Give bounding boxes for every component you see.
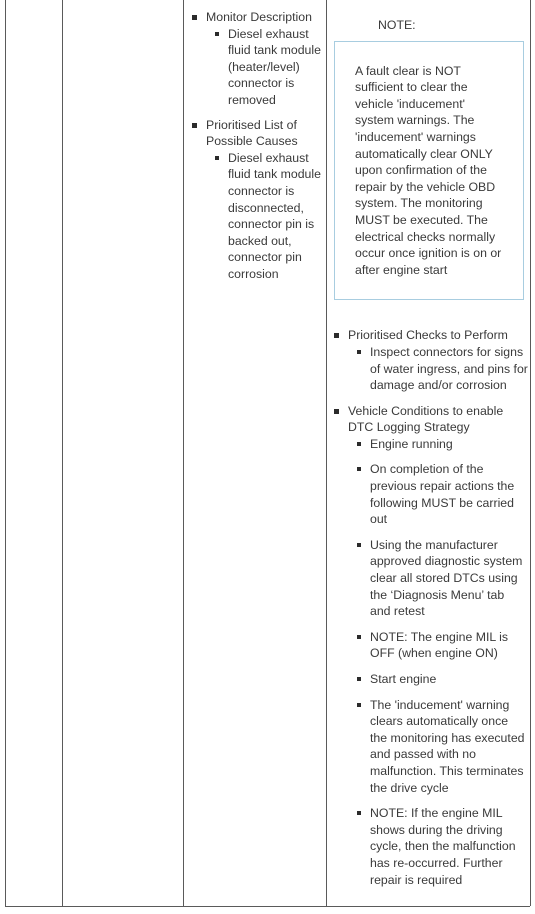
list-subitem-text: NOTE: The engine MIL is OFF (when engine ON) (370, 629, 509, 661)
list-subitem-text: Using the manufacturer approved diagnostic system clear all stored DTCs using the ‘Diagnosis Menu’ tab and retest (370, 537, 523, 619)
table-border-right (530, 0, 531, 906)
list-subitem-text: Diesel exhaust fluid tank module connector is disconnected, connector pin is backed out, connector pin corrosion (228, 150, 321, 281)
list-subitem (356, 436, 528, 453)
list-subitem-text: Inspect connectors for signs of water ingress, and pins for damage and/or corrosion (370, 344, 528, 393)
checks-cell (334, 17, 528, 897)
checks-list (334, 327, 528, 888)
list-item-monitor-description (192, 9, 322, 109)
table-column-divider-1 (62, 0, 63, 906)
list-subitem-text: Start engine (370, 672, 437, 686)
list-item-label: Prioritised List of Possible Causes (206, 117, 298, 149)
list-subitem (214, 150, 322, 283)
list-subitem-text: Diesel exhaust fluid tank module (heater/level) connector is removed (228, 26, 321, 107)
table-column-divider-3 (326, 0, 327, 906)
monitor-list (192, 9, 322, 283)
list-subitem (356, 537, 528, 620)
list-subitem-text: NOTE: If the engine MIL shows during the driving cycle, then the malfunction has re-occurred. Further repair is required (370, 806, 516, 887)
note-box (334, 41, 524, 301)
monitor-description-cell (192, 9, 322, 291)
list-item-label: Vehicle Conditions to enable DTC Logging Strategy (348, 403, 504, 435)
list-item-possible-causes (192, 117, 322, 283)
list-item-prioritised-checks (334, 327, 528, 393)
list-subitem (356, 671, 528, 688)
list-subitem (356, 344, 528, 394)
list-subitem-text: On completion of the previous repair actions the following MUST be carried out (370, 462, 515, 527)
note-text: A fault clear is NOT sufficient to clear the vehicle 'inducement' system warnings. The 'inducement' warnings automatically clear ONLY upon confirmation of the repair by the vehicle OBD system. The monitoring MUST be executed. The electrical checks normally occur once ignition is on or after engine start (355, 63, 502, 277)
list-subitem (356, 461, 528, 527)
list-item-label: Prioritised Checks to Perform (348, 328, 508, 343)
list-item-label: Monitor Description (206, 10, 312, 24)
list-item-vehicle-conditions (334, 403, 528, 888)
table-column-divider-2 (183, 0, 184, 906)
list-subitem (356, 805, 528, 888)
note-heading: NOTE: (378, 18, 416, 32)
list-subitem-text: The 'inducement' warning clears automatically once the monitoring has executed and passed with no malfunction. This terminates the drive cycle (370, 697, 525, 795)
list-subitem-text: Engine running (370, 436, 453, 451)
table-border-bottom (5, 906, 530, 907)
list-subitem (214, 26, 322, 109)
list-subitem (356, 697, 528, 797)
table-border-left (5, 0, 6, 906)
list-subitem (356, 629, 528, 662)
